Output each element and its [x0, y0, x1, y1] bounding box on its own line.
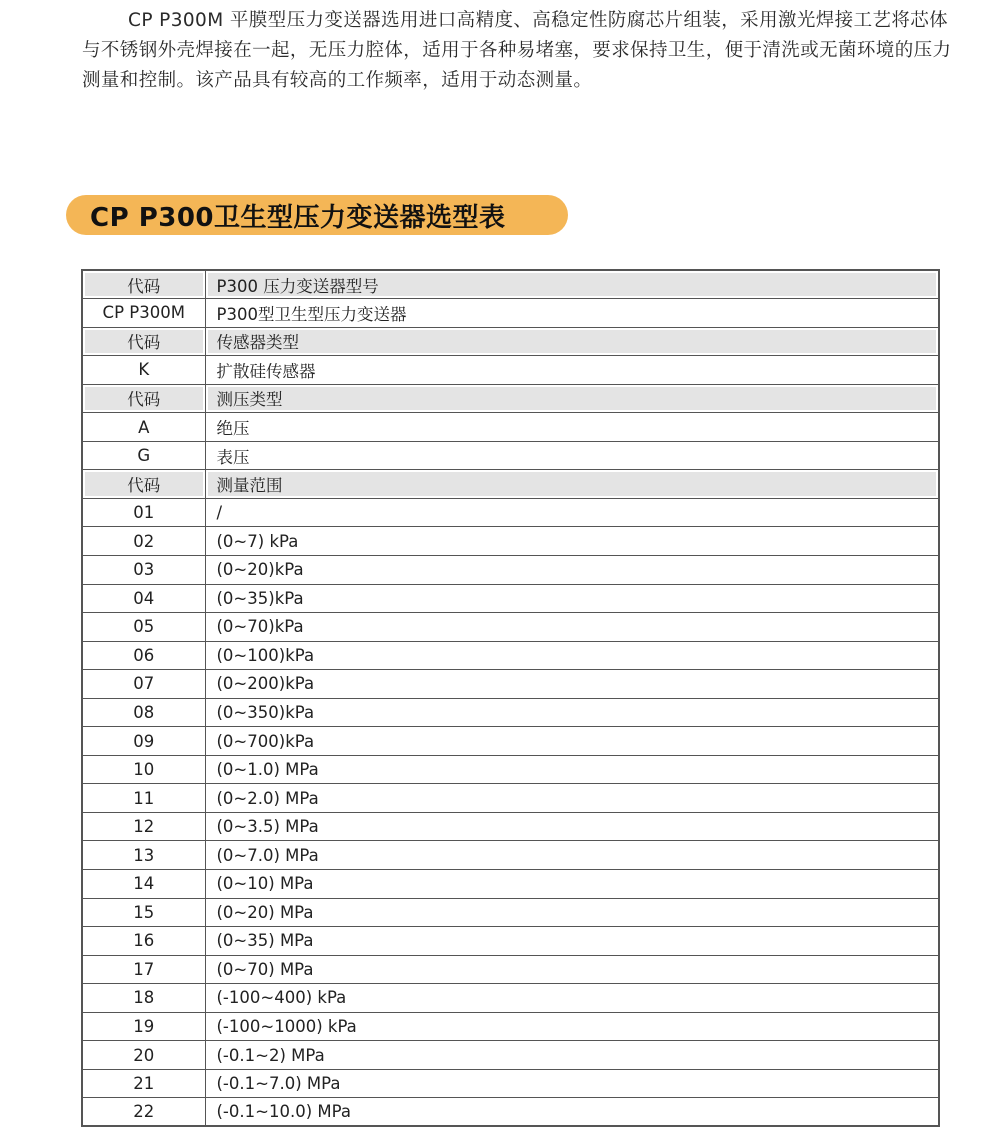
table-row	[82, 584, 939, 613]
code-cell: 04	[82, 584, 205, 613]
selection-table-banner	[66, 195, 568, 235]
code-cell: 03	[82, 555, 205, 584]
table-row	[82, 356, 939, 385]
table-section-header-row	[82, 270, 939, 299]
table-section-header-row	[82, 327, 939, 356]
table-row	[82, 984, 939, 1013]
description-cell: (0~100)kPa	[205, 641, 939, 670]
table-row	[82, 784, 939, 813]
description-cell: 测压类型	[205, 384, 939, 413]
description-cell: (0~3.5) MPa	[205, 812, 939, 841]
table-row	[82, 641, 939, 670]
intro-text: CP P300M 平膜型压力变送器选用进口高精度、高稳定性防腐芯片组装，采用激光焊接工艺将芯体与不锈钢外壳焊接在一起，无压力腔体，适用于各种易堵塞，要求保持卫生，便于清洗或无菌环境的压力测量和控制。该产品具有较高的工作频率，适用于动态测量。	[82, 10, 952, 91]
code-cell: 11	[82, 784, 205, 813]
description-cell: P300 压力变送器型号	[205, 270, 939, 299]
table-row	[82, 841, 939, 870]
table-row	[82, 527, 939, 556]
table-body	[82, 270, 939, 1126]
code-cell: G	[82, 441, 205, 470]
description-cell: 传感器类型	[205, 327, 939, 356]
code-cell: 代码	[82, 327, 205, 356]
table-row	[82, 1069, 939, 1098]
code-cell: 14	[82, 869, 205, 898]
table-row	[82, 812, 939, 841]
description-cell: 绝压	[205, 413, 939, 442]
code-cell: 代码	[82, 270, 205, 299]
code-cell: 02	[82, 527, 205, 556]
table-row	[82, 1041, 939, 1070]
code-cell: 06	[82, 641, 205, 670]
table-row	[82, 441, 939, 470]
description-cell: (0~35) MPa	[205, 927, 939, 956]
table-row	[82, 927, 939, 956]
intro-paragraph	[82, 6, 962, 96]
code-cell: A	[82, 413, 205, 442]
description-cell: (-0.1~10.0) MPa	[205, 1098, 939, 1127]
description-cell: 表压	[205, 441, 939, 470]
code-cell: 21	[82, 1069, 205, 1098]
code-cell: 09	[82, 727, 205, 756]
table-row	[82, 498, 939, 527]
description-cell: (0~70)kPa	[205, 613, 939, 642]
table-row	[82, 613, 939, 642]
table-row	[82, 1098, 939, 1127]
description-cell: /	[205, 498, 939, 527]
table-row	[82, 869, 939, 898]
code-cell: 17	[82, 955, 205, 984]
code-cell: 05	[82, 613, 205, 642]
code-cell: 10	[82, 755, 205, 784]
code-cell: 代码	[82, 470, 205, 499]
code-cell: 22	[82, 1098, 205, 1127]
code-cell: K	[82, 356, 205, 385]
code-cell: CP P300M	[82, 299, 205, 328]
description-cell: (0~20)kPa	[205, 555, 939, 584]
description-cell: (-100~1000) kPa	[205, 1012, 939, 1041]
table-section-header-row	[82, 470, 939, 499]
description-cell: (0~35)kPa	[205, 584, 939, 613]
code-cell: 19	[82, 1012, 205, 1041]
code-cell: 代码	[82, 384, 205, 413]
code-cell: 16	[82, 927, 205, 956]
table-row	[82, 413, 939, 442]
description-cell: (0~200)kPa	[205, 670, 939, 699]
description-cell: (-0.1~2) MPa	[205, 1041, 939, 1070]
banner-title: CP P300卫生型压力变送器选型表	[90, 202, 506, 233]
code-cell: 13	[82, 841, 205, 870]
code-cell: 18	[82, 984, 205, 1013]
table-row	[82, 670, 939, 699]
code-cell: 15	[82, 898, 205, 927]
description-cell: 测量范围	[205, 470, 939, 499]
table-row	[82, 755, 939, 784]
table-row	[82, 698, 939, 727]
description-cell: (0~7.0) MPa	[205, 841, 939, 870]
table-row	[82, 299, 939, 328]
table-row	[82, 555, 939, 584]
table-section-header-row	[82, 384, 939, 413]
description-cell: (0~2.0) MPa	[205, 784, 939, 813]
table-row	[82, 955, 939, 984]
model-selection-table	[81, 269, 940, 1127]
description-cell: (0~70) MPa	[205, 955, 939, 984]
description-cell: (-0.1~7.0) MPa	[205, 1069, 939, 1098]
description-cell: (0~20) MPa	[205, 898, 939, 927]
description-cell: (0~700)kPa	[205, 727, 939, 756]
code-cell: 01	[82, 498, 205, 527]
code-cell: 07	[82, 670, 205, 699]
description-cell: (0~1.0) MPa	[205, 755, 939, 784]
table-row	[82, 727, 939, 756]
description-cell: (0~350)kPa	[205, 698, 939, 727]
code-cell: 08	[82, 698, 205, 727]
table-row	[82, 898, 939, 927]
description-cell: (0~10) MPa	[205, 869, 939, 898]
code-cell: 20	[82, 1041, 205, 1070]
code-cell: 12	[82, 812, 205, 841]
description-cell: (-100~400) kPa	[205, 984, 939, 1013]
table-row	[82, 1012, 939, 1041]
description-cell: 扩散硅传感器	[205, 356, 939, 385]
description-cell: P300型卫生型压力变送器	[205, 299, 939, 328]
description-cell: (0~7) kPa	[205, 527, 939, 556]
